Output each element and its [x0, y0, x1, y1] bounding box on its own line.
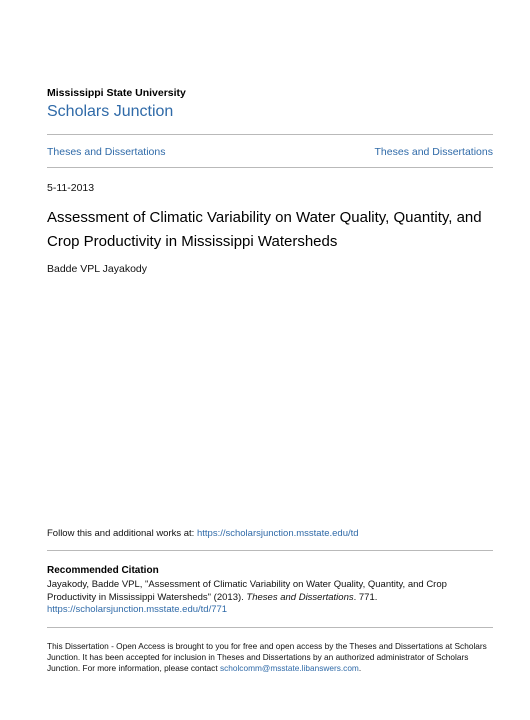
citation-text-pre: Jayakody, Badde VPL, "Assessment of Climatic Variability on Water Quality, Quantity, and Crop Productivity in Mississippi Watersheds" (2013).: [47, 579, 447, 603]
divider-notice: [47, 627, 493, 628]
author-name: Badde VPL Jayakody: [47, 263, 148, 275]
document-title: Assessment of Climatic Variability on Water Quality, Quantity, and Crop Productivity in Mississippi Watersheds: [47, 209, 482, 250]
collection-link-left[interactable]: Theses and Dissertations: [47, 146, 166, 158]
follow-prefix: Follow this and additional works at:: [47, 528, 197, 539]
citation-text: [47, 579, 487, 617]
citation-heading: Recommended Citation: [47, 565, 159, 576]
follow-line: [47, 528, 359, 539]
contact-email-link[interactable]: scholcomm@msstate.libanswers.com: [219, 663, 359, 673]
publication-date: 5-11-2013: [47, 182, 95, 194]
follow-link[interactable]: https://scholarsjunction.msstate.edu/td: [196, 528, 359, 539]
divider-top: [47, 134, 493, 135]
institution-name: Mississippi State University: [47, 87, 186, 99]
collection-link-right[interactable]: Theses and Dissertations: [374, 146, 493, 158]
citation-link[interactable]: https://scholarsjunction.msstate.edu/td/771: [47, 604, 228, 615]
citation-text-post: . 771.: [353, 591, 378, 603]
notice-end: .: [358, 663, 362, 673]
notice-text: This Dissertation - Open Access is brought to you for free and open access by the Theses and Dissertations at Scholars Junction. It has been accepted for inclusion in Theses and Dissertations by an authorized administrator of Scholars Junction. For more information, please contact: [47, 641, 487, 673]
divider-citation: [47, 550, 493, 551]
repository-link[interactable]: Scholars Junction: [47, 103, 174, 120]
citation-series: Theses and Dissertations: [246, 591, 354, 603]
divider-nav: [47, 167, 493, 168]
access-notice: [47, 641, 497, 674]
